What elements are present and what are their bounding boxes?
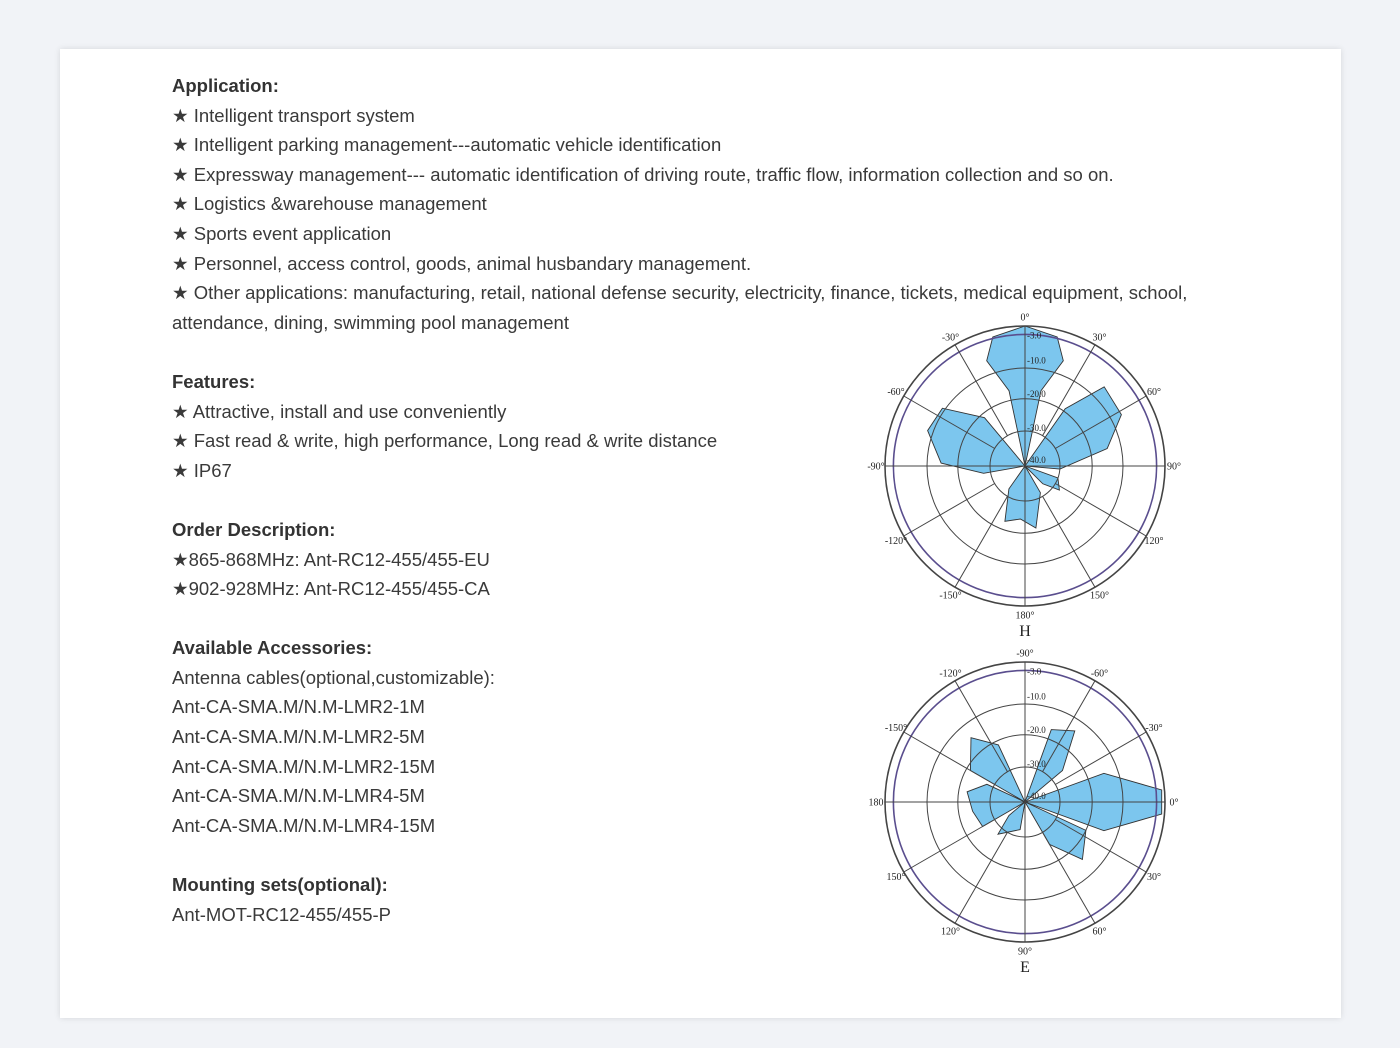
feature-item: ★ Attractive, install and use conveniently <box>172 400 507 422</box>
plane-label: H <box>1019 623 1031 640</box>
ring-value-label: -20.0 <box>1027 725 1046 736</box>
angle-label: -90° <box>867 461 885 473</box>
angle-label: 90° <box>1167 461 1181 473</box>
angle-label: -150° <box>884 723 908 734</box>
application-item: ★ Other applications: manufacturing, retail, national defense security, electricity, finance, tickets, medical equipment, school, attendance, dining, swimming pool management <box>172 282 1188 333</box>
ring-value-label: -40.0 <box>1027 791 1046 801</box>
mounting-item: Ant-MOT-RC12-455/455-P <box>172 903 392 925</box>
plane-label: E <box>1020 959 1030 976</box>
application-item: ★ Intelligent transport system <box>172 104 415 126</box>
angle-label: -120° <box>939 668 962 680</box>
angle-label: -90° <box>1016 648 1034 660</box>
order-item: ★902-928MHz: Ant-RC12-455/455-CA <box>172 578 490 600</box>
application-item: ★ Logistics &warehouse management <box>172 193 487 215</box>
angle-label: 180° <box>1015 610 1035 622</box>
angle-label: -30° <box>1145 723 1163 734</box>
content-card <box>60 49 1341 1018</box>
mounting-title: Mounting sets(optional): <box>172 874 388 896</box>
polar-grid <box>885 326 1165 606</box>
feature-item: ★ IP67 <box>172 459 232 481</box>
application-item: ★ Sports event application <box>172 222 392 244</box>
angle-label: -150° <box>939 590 962 602</box>
angle-label: 0° <box>1020 312 1030 324</box>
e-plane-pattern-svg <box>860 647 1190 977</box>
e-plane-pattern-diagram <box>860 647 1190 977</box>
angle-label: 90° <box>1018 946 1032 958</box>
angle-label: 180 <box>868 797 884 809</box>
h-plane-pattern-svg <box>860 311 1190 646</box>
accessory-item: Ant-CA-SMA.M/N.M-LMR4-15M <box>172 814 436 836</box>
accessory-item: Antenna cables(optional,customizable): <box>172 666 495 688</box>
accessory-item: Ant-CA-SMA.M/N.M-LMR4-5M <box>172 785 425 807</box>
ring-value-label: -20.0 <box>1027 389 1046 400</box>
angle-label: 30° <box>1147 872 1161 883</box>
angle-label: 120° <box>1144 536 1164 547</box>
order-item: ★865-868MHz: Ant-RC12-455/455-EU <box>172 548 490 570</box>
order-title: Order Description: <box>172 518 336 540</box>
angle-label: -60° <box>887 387 905 398</box>
angle-label: 60° <box>1092 926 1107 938</box>
application-item: ★ Expressway management--- automatic identification of driving route, traffic flow, information collection and so on. <box>172 163 1114 185</box>
angle-label: 120° <box>941 926 960 938</box>
accessory-item: Ant-CA-SMA.M/N.M-LMR2-5M <box>172 726 425 748</box>
accessory-item: Ant-CA-SMA.M/N.M-LMR2-15M <box>172 755 436 777</box>
ring-value-label: -3.0 <box>1027 666 1042 677</box>
angle-label: -30° <box>941 332 960 344</box>
angle-label: -60° <box>1090 668 1109 680</box>
angle-label: 0° <box>1169 797 1179 809</box>
angle-label: -120° <box>884 536 908 547</box>
ring-value-label: -40.0 <box>1027 455 1046 465</box>
angle-label: 150° <box>1090 590 1109 602</box>
polar-grid <box>885 662 1165 942</box>
radiation-lobes <box>967 730 1162 860</box>
h-plane-pattern-diagram <box>860 311 1190 646</box>
ring-value-label: -30.0 <box>1027 422 1046 433</box>
ring-value-label: -10.0 <box>1027 691 1046 702</box>
application-title: Application: <box>172 75 279 96</box>
application-item: ★ Intelligent parking management---automatic vehicle identification <box>172 134 722 156</box>
features-title: Features: <box>172 370 256 392</box>
accessories-title: Available Accessories: <box>172 637 373 659</box>
angle-label: 60° <box>1147 387 1161 398</box>
accessory-item: Ant-CA-SMA.M/N.M-LMR2-1M <box>172 696 425 718</box>
angle-label: 150° <box>886 872 906 883</box>
feature-item: ★ Fast read & write, high performance, Long read & write distance <box>172 430 718 452</box>
ring-value-label: -3.0 <box>1027 330 1042 341</box>
angle-label: 30° <box>1092 332 1107 344</box>
application-item: ★ Personnel, access control, goods, animal husbandary management. <box>172 252 752 274</box>
ring-value-label: -10.0 <box>1027 355 1046 366</box>
ring-value-label: -30.0 <box>1027 758 1046 769</box>
